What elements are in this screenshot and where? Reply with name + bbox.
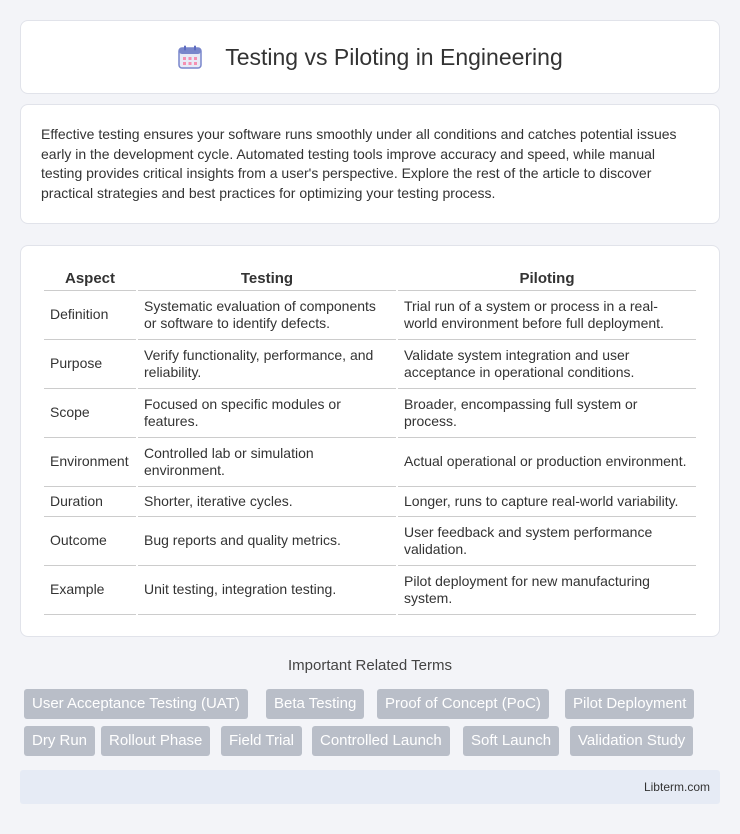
intro-card xyxy=(20,104,720,224)
related-term-tag[interactable]: Field Trial xyxy=(221,726,302,756)
related-term-tag[interactable]: Controlled Launch xyxy=(312,726,450,756)
cell-testing: Controlled lab or simulation environment. xyxy=(138,438,396,487)
related-term-tag[interactable]: Validation Study xyxy=(570,726,693,756)
table-row xyxy=(44,291,696,340)
cell-piloting: User feedback and system performance validation. xyxy=(398,517,696,566)
cell-piloting: Validate system integration and user acceptance in operational conditions. xyxy=(398,340,696,389)
header-piloting: Piloting xyxy=(398,266,696,291)
cell-aspect: Purpose xyxy=(44,340,136,389)
comparison-card xyxy=(20,245,720,637)
table-row xyxy=(44,487,696,517)
intro-text: Effective testing ensures your software runs smoothly under all conditions and catches potential issues early in the development cycle. Automated testing tools improve accuracy and speed, while manual testing provides critical insights from a user's perspective. Explore the rest of the article to discover practical strategies and best practices for optimizing your testing process. xyxy=(41,126,677,201)
related-term-tag[interactable]: Pilot Deployment xyxy=(565,689,694,719)
table-row xyxy=(44,340,696,389)
cell-piloting: Actual operational or production environment. xyxy=(398,438,696,487)
related-term-tag[interactable]: Rollout Phase xyxy=(101,726,210,756)
table-row xyxy=(44,389,696,438)
related-term-tag[interactable]: Proof of Concept (PoC) xyxy=(377,689,549,719)
table-row xyxy=(44,517,696,566)
related-term-tag[interactable]: User Acceptance Testing (UAT) xyxy=(24,689,248,719)
cell-testing: Bug reports and quality metrics. xyxy=(138,517,396,566)
table-header-row xyxy=(44,266,696,291)
cell-aspect: Example xyxy=(44,566,136,615)
cell-piloting: Broader, encompassing full system or process. xyxy=(398,389,696,438)
cell-aspect: Duration xyxy=(44,487,136,517)
cell-testing: Systematic evaluation of components or software to identify defects. xyxy=(138,291,396,340)
cell-testing: Unit testing, integration testing. xyxy=(138,566,396,615)
cell-piloting: Longer, runs to capture real-world variability. xyxy=(398,487,696,517)
header-aspect: Aspect xyxy=(44,266,136,291)
related-terms-title: Important Related Terms xyxy=(288,657,452,674)
cell-aspect: Environment xyxy=(44,438,136,487)
header-testing: Testing xyxy=(138,266,396,291)
cell-piloting: Pilot deployment for new manufacturing system. xyxy=(398,566,696,615)
related-term-tag[interactable]: Soft Launch xyxy=(463,726,559,756)
table-row xyxy=(44,566,696,615)
table-row xyxy=(44,438,696,487)
cell-piloting: Trial run of a system or process in a real-world environment before full deployment. xyxy=(398,291,696,340)
header-card xyxy=(20,20,720,94)
footer xyxy=(20,770,720,804)
related-term-tag[interactable]: Dry Run xyxy=(24,726,95,756)
cell-aspect: Scope xyxy=(44,389,136,438)
cell-testing: Focused on specific modules or features. xyxy=(138,389,396,438)
comparison-table xyxy=(42,266,698,615)
page-title: Testing vs Piloting in Engineering xyxy=(225,43,563,70)
cell-testing: Verify functionality, performance, and reliability. xyxy=(138,340,396,389)
cell-testing: Shorter, iterative cycles. xyxy=(138,487,396,517)
cell-aspect: Outcome xyxy=(44,517,136,566)
cell-aspect: Definition xyxy=(44,291,136,340)
related-term-tag[interactable]: Beta Testing xyxy=(266,689,364,719)
footer-link[interactable]: Libterm.com xyxy=(643,780,710,794)
calendar-icon xyxy=(177,44,203,70)
